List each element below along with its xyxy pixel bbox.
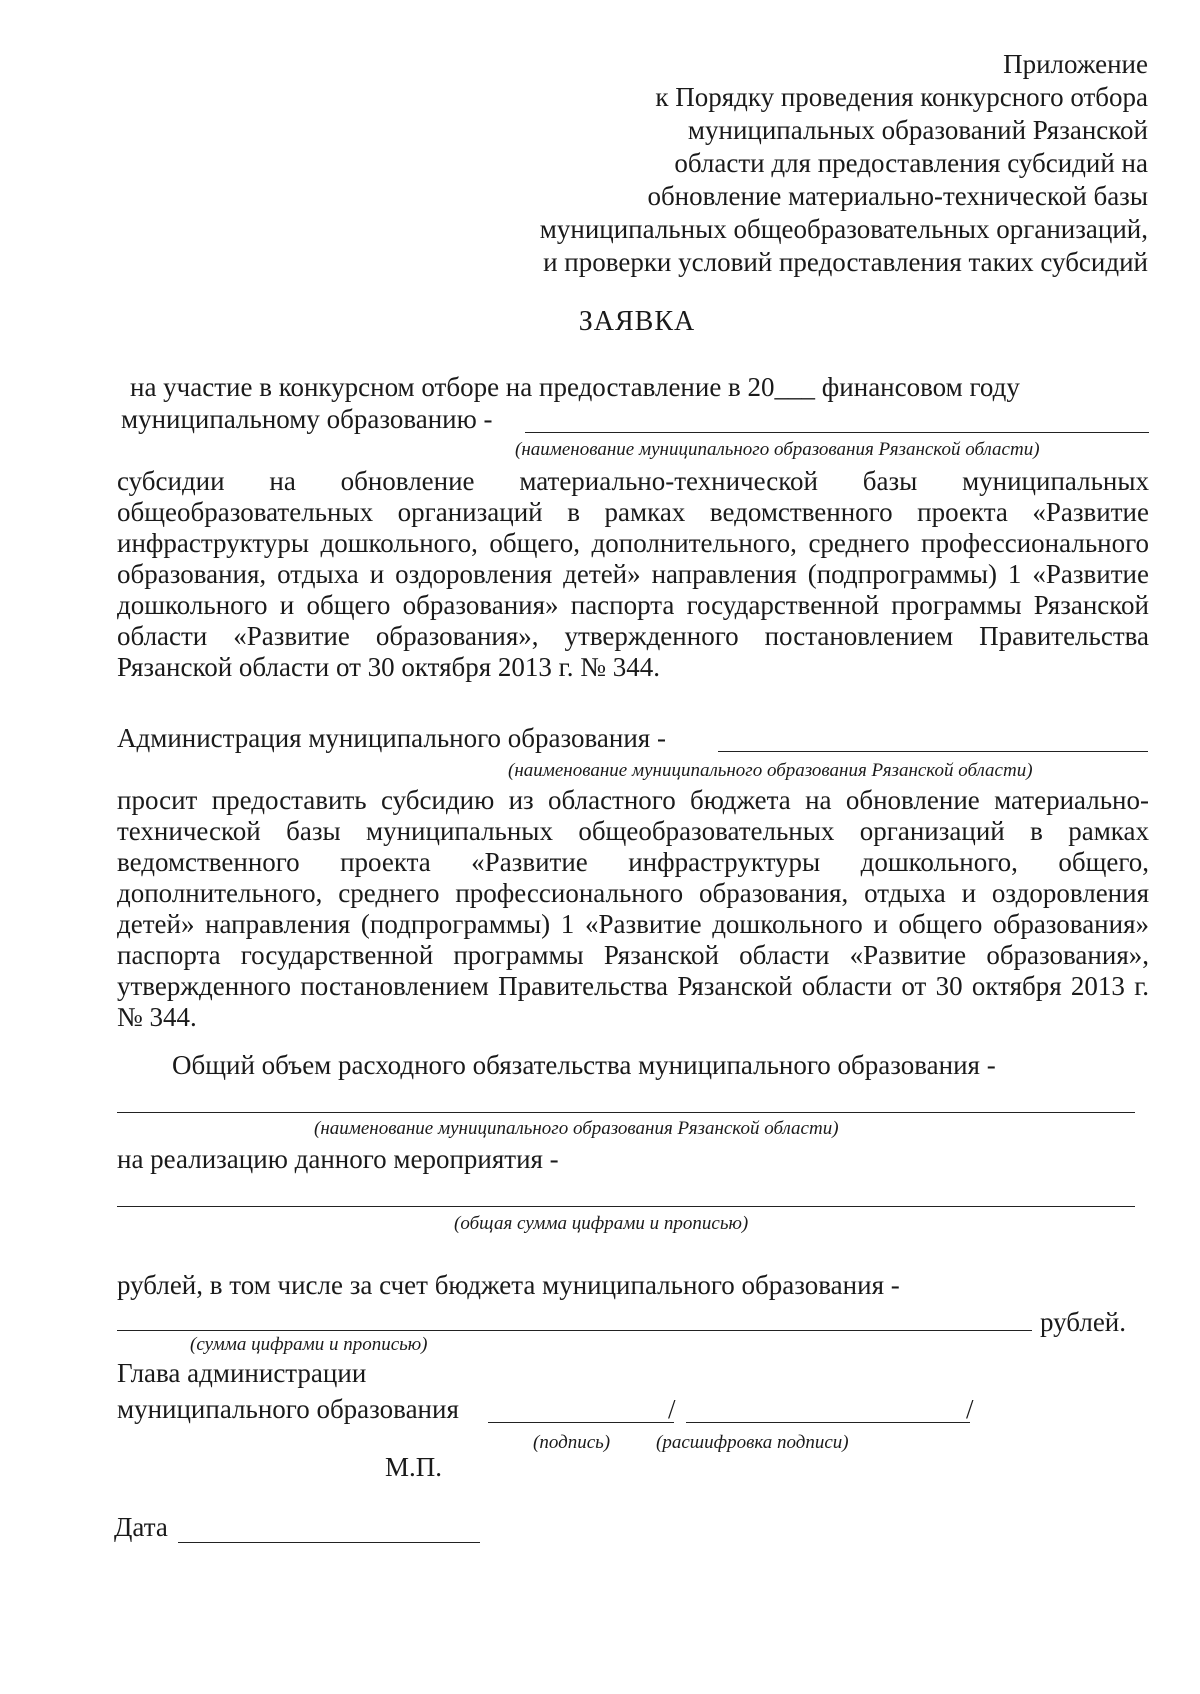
appendix-line: муниципальных образований Рязанской	[687, 115, 1148, 145]
total-obligation-field[interactable]	[117, 1112, 1135, 1113]
signature-field[interactable]	[488, 1422, 674, 1423]
caption-administration: (наименование муниципального образования Рязанской области)	[508, 760, 1033, 781]
caption-decoding: (расшифровка подписи)	[656, 1432, 849, 1453]
subsidy-paragraph: субсидии на обновление материально-технической базы муниципальных общеобразовательных организаций в рамках ведомственного проекта «Развитие инфраструктуры дошкольного, общего, дополнительного, среднего профессионального образования, отдыха и оздоровления детей» направления (подпрограммы) 1 «Развитие дошкольного и общего образования» паспорта государственной программы Рязанской области «Развитие образования», утвержденного постановлением Правительства Рязанской области от 30 октября 2013 г. № 344.	[117, 466, 1149, 682]
total-obligation-label: Общий объем расходного обязательства муниципального образования -	[172, 1050, 996, 1080]
intro-line: на участие в конкурсном отборе на предоставление в 20___ финансовом году	[130, 372, 1020, 402]
budget-label: рублей, в том числе за счет бюджета муниципального образования -	[117, 1270, 900, 1300]
date-label: Дата	[114, 1512, 168, 1542]
caption-municipality: (наименование муниципального образования Рязанской области)	[515, 439, 1040, 460]
signature-separator: /	[966, 1394, 974, 1424]
appendix-line: Приложение	[1003, 49, 1148, 79]
budget-amount-field[interactable]	[117, 1330, 1032, 1331]
caption-signature: (подпись)	[533, 1432, 611, 1453]
appendix-line: к Порядку проведения конкурсного отбора	[655, 82, 1148, 112]
document-title: ЗАЯВКА	[578, 306, 696, 337]
seal-mark: М.П.	[385, 1452, 443, 1482]
municipality-name-field[interactable]	[525, 432, 1149, 433]
total-amount-field[interactable]	[117, 1206, 1135, 1207]
request-paragraph: просит предоставить субсидию из областного бюджета на обновление материально-технической базы муниципальных общеобразовательных организаций в рамках ведомственного проекта «Развитие инфраструктуры дошкольного, общего, дополнительного, среднего профессионального образования, отдыха и оздоровления детей» направления (подпрограммы) 1 «Развитие дошкольного и общего образования» паспорта государственной программы Рязанской области «Развитие образования», утвержденного постановлением Правительства Рязанской области от 30 октября 2013 г. № 344.	[117, 785, 1149, 1032]
administration-label: Администрация муниципального образования -	[117, 723, 666, 753]
caption-sum: (сумма цифрами и прописью)	[190, 1334, 428, 1355]
signature-separator: /	[668, 1394, 676, 1424]
date-field[interactable]	[178, 1542, 480, 1543]
head-title-line2: муниципального образования	[117, 1394, 459, 1424]
appendix-header	[540, 48, 1148, 279]
appendix-line: муниципальных общеобразовательных организаций,	[539, 214, 1148, 244]
caption-total-municipality: (наименование муниципального образования Рязанской области)	[314, 1118, 839, 1139]
appendix-line: области для предоставления субсидий на	[674, 148, 1148, 178]
implementation-label: на реализацию данного мероприятия -	[117, 1144, 559, 1174]
administration-name-field[interactable]	[718, 751, 1148, 752]
appendix-line: обновление материально-технической базы	[647, 181, 1148, 211]
appendix-line: и проверки условий предоставления таких субсидий	[543, 247, 1148, 277]
rubles-suffix: рублей.	[1040, 1307, 1127, 1337]
head-title-line1: Глава администрации	[117, 1358, 367, 1388]
recipient-label: муниципальному образованию -	[121, 404, 493, 434]
signature-decoding-field[interactable]	[686, 1422, 970, 1423]
caption-total-amount: (общая сумма цифрами и прописью)	[454, 1213, 749, 1234]
